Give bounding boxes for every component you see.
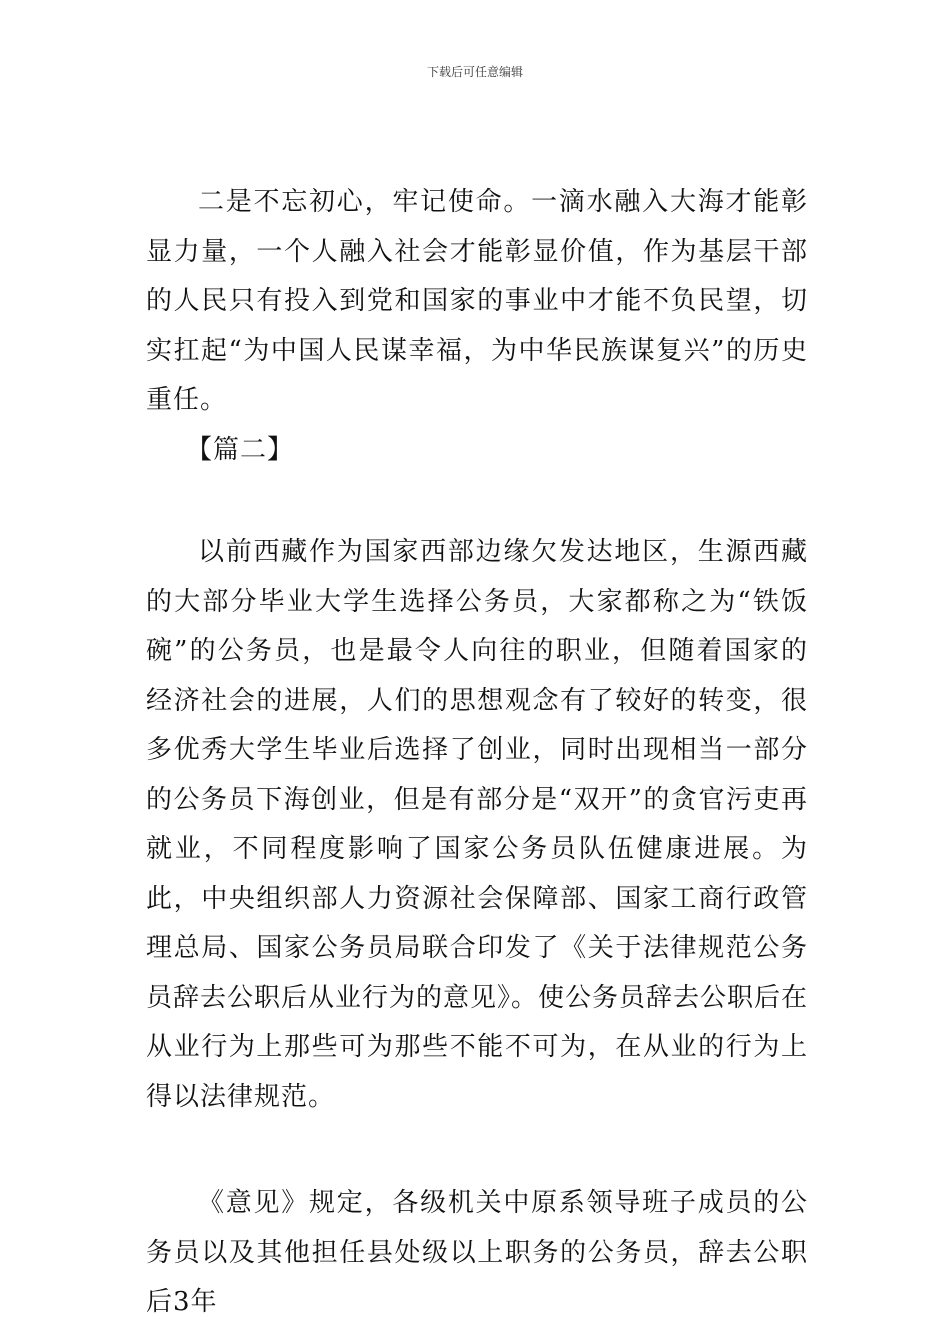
- paragraph-tibet-civil-servants: 以前西藏作为国家西部边缘欠发达地区，生源西藏的大部分毕业大学生选择公务员，大家都称之为“铁饭碗”的公务员，也是最令人向往的职业，但随着国家的经济社会的进展，人们的思想观念有了较好的转变，很多优秀大学生毕业后选择了创业，同时出现相当一部分的公务员下海创业，但是有部分是“双开”的贪官污吏再就业，不同程度影响了国家公务员队伍健康进展。为此，中央组织部人力资源社会保障部、国家工商行政管理总局、国家公务员局联合印发了《关于法律规范公务员辞去公职后从业行为的意见》。使公务员辞去公职后在从业行为上那些可为那些不能不可为，在从业的行为上得以法律规范。: [146, 537, 809, 1112]
- paragraph-opinion-rules: 《意见》规定，各级机关中原系领导班子成员的公务员以及其他担任县处级以上职务的公务员，辞去公职后3年: [146, 1188, 808, 1317]
- paragraph-mission: 二是不忘初心，牢记使命。一滴水融入大海才能彰显力量，一个人融入社会才能彰显价值，作为基层干部的人民只有投入到党和国家的事业中才能不负民望，切实扛起“为中国人民谋幸福，为中华民族谋复兴”的历史重任。: [146, 187, 808, 415]
- document-body: [146, 178, 808, 1328]
- page-header: 下载后可任意编辑: [426, 65, 523, 79]
- section-title-part-two: 【篇二】: [186, 434, 295, 465]
